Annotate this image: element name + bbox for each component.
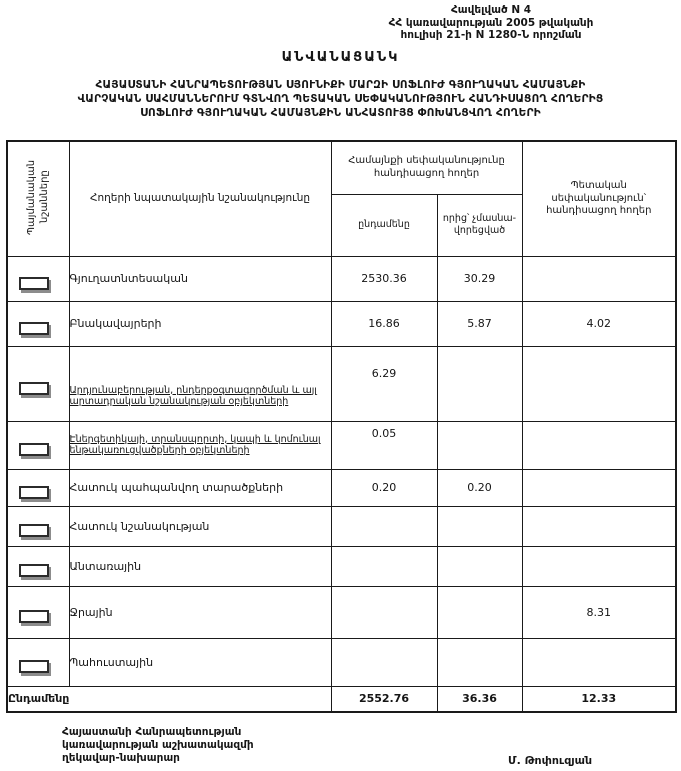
header-state-lands: Պետական սեփականություն՝ հանդիսացող հողեր bbox=[522, 141, 676, 256]
cell-state bbox=[522, 421, 676, 469]
cell-not-privatized bbox=[437, 638, 522, 686]
cell-symbol bbox=[7, 586, 69, 638]
document-title: ԱՆՎԱՆԱՑԱՆԿ bbox=[281, 50, 400, 65]
cell-label: Բնակավայրերի bbox=[69, 301, 331, 346]
cell-not-privatized bbox=[437, 346, 522, 421]
table-row bbox=[7, 506, 676, 546]
symbol-box bbox=[19, 277, 49, 290]
header-land-purpose: Հողերի նպատակային նշանակությունը bbox=[69, 141, 331, 256]
symbol-box bbox=[19, 660, 49, 673]
cell-community-total bbox=[331, 506, 437, 546]
appendix-line-3: հուլիսի 21-ի N 1280-Ն որոշման bbox=[400, 29, 582, 41]
table-row bbox=[7, 586, 676, 638]
header-sub-total: ընդամենը bbox=[331, 194, 437, 256]
cell-community-total bbox=[331, 638, 437, 686]
cell-not-privatized bbox=[437, 586, 522, 638]
header-symbols bbox=[7, 141, 69, 256]
cell-state bbox=[522, 469, 676, 506]
cell-community-total bbox=[331, 546, 437, 586]
cell-not-privatized: 30.29 bbox=[437, 256, 522, 301]
cell-not-privatized bbox=[437, 421, 522, 469]
cell-label: Պահուստային bbox=[69, 638, 331, 686]
subtitle-line-2: ՎԱՐՉԱԿԱՆ ՍԱՀՄԱՆՆԵՐՈՒՄ ԳՏՆՎՈՂ ՊԵՏԱԿԱՆ ՍԵՓԱԿԱՆՈՒԹՅՈՒՆ ՀԱՆԴԻՍԱՑՈՂ ՀՈՂԵՐԻՑ bbox=[77, 93, 604, 105]
total-state: 12.33 bbox=[522, 686, 676, 712]
cell-community-total: 0.05 bbox=[331, 421, 437, 469]
cell-state bbox=[522, 256, 676, 301]
cell-not-privatized bbox=[437, 506, 522, 546]
cell-symbol bbox=[7, 421, 69, 469]
table-row bbox=[7, 421, 676, 469]
cell-label: Ջրային bbox=[69, 586, 331, 638]
cell-symbol bbox=[7, 301, 69, 346]
cell-state bbox=[522, 346, 676, 421]
cell-community-total bbox=[331, 586, 437, 638]
symbol-box bbox=[19, 322, 49, 335]
cell-state bbox=[522, 638, 676, 686]
cell-label: Էներգետիկայի, տրանսպորտի, կապի և կոմունալ ենթակառուցվածքների օբյեկտների bbox=[69, 421, 331, 469]
signatory-line-2: կառավարության աշխատակազմի bbox=[62, 739, 254, 751]
header-symbols-label: Պայմանական նշանները bbox=[26, 159, 51, 235]
table-row bbox=[7, 546, 676, 586]
cell-not-privatized bbox=[437, 546, 522, 586]
table-row bbox=[7, 638, 676, 686]
appendix-block bbox=[350, 4, 632, 42]
cell-symbol bbox=[7, 638, 69, 686]
cell-community-total: 2530.36 bbox=[331, 256, 437, 301]
cell-symbol bbox=[7, 346, 69, 421]
cell-label: Հատուկ նշանակության bbox=[69, 506, 331, 546]
land-transfer-table bbox=[6, 140, 677, 713]
cell-state bbox=[522, 546, 676, 586]
symbol-box bbox=[19, 486, 49, 499]
cell-label: Հատուկ պահպանվող տարածքների bbox=[69, 469, 331, 506]
appendix-line-1: Հավելված N 4 bbox=[450, 4, 532, 16]
cell-not-privatized: 0.20 bbox=[437, 469, 522, 506]
table-row bbox=[7, 346, 676, 421]
signatory-name: Մ. Թոփուզյան bbox=[508, 754, 593, 767]
cell-community-total: 0.20 bbox=[331, 469, 437, 506]
header-community-lands-group: Համայնքի սեփականությունը հանդիսացող հողեր bbox=[331, 141, 522, 194]
symbol-box bbox=[19, 610, 49, 623]
cell-symbol bbox=[7, 546, 69, 586]
subtitle-line-1: ՀԱՅԱՍՏԱՆԻ ՀԱՆՐԱՊԵՏՈՒԹՅԱՆ ՍՅՈՒՆԻՔԻ ՄԱՐԶԻ ՍՈՖԼՈՒԺ ԳՅՈՒՂԱԿԱՆ ՀԱՄԱՅՆՔԻ bbox=[95, 79, 586, 91]
table-row bbox=[7, 469, 676, 506]
cell-community-total: 6.29 bbox=[331, 346, 437, 421]
cell-state: 8.31 bbox=[522, 586, 676, 638]
symbol-box bbox=[19, 524, 49, 537]
cell-community-total: 16.86 bbox=[331, 301, 437, 346]
total-community: 2552.76 bbox=[331, 686, 437, 712]
signatory-line-1: Հայաստանի Հանրապետության bbox=[62, 726, 242, 738]
subtitle-line-3: ՍՈՖԼՈՒԺ ԳՅՈՒՂԱԿԱՆ ՀԱՄԱՅՆՔԻՆ ԱՆՀԱՏՈՒՅՑ ՓՈԽԱՆՑՎՈՂ ՀՈՂԵՐԻ bbox=[140, 107, 541, 119]
document-subtitle bbox=[0, 78, 681, 120]
signatory-line-3: ղեկավար-նախարար bbox=[62, 752, 180, 764]
appendix-line-2: ՀՀ կառավարության 2005 թվականի bbox=[388, 16, 594, 29]
symbol-box bbox=[19, 564, 49, 577]
symbol-box bbox=[19, 443, 49, 456]
cell-state: 4.02 bbox=[522, 301, 676, 346]
total-not-privatized: 36.36 bbox=[437, 686, 522, 712]
header-sub-not-privatized: որից՝ չմասնա-վորեցված bbox=[437, 194, 522, 256]
symbol-box bbox=[19, 382, 49, 395]
cell-label: Արդյունաբերության, ընդերքօգտագործման և այլ արտադրական նշանակության օբյեկտների bbox=[69, 346, 331, 421]
cell-symbol bbox=[7, 506, 69, 546]
cell-label: Անտառային bbox=[69, 546, 331, 586]
cell-not-privatized: 5.87 bbox=[437, 301, 522, 346]
cell-symbol bbox=[7, 469, 69, 506]
cell-symbol bbox=[7, 256, 69, 301]
table-total-row bbox=[7, 686, 676, 712]
table-row bbox=[7, 301, 676, 346]
header-row-1 bbox=[7, 141, 676, 194]
total-label: Ընդամենը bbox=[7, 686, 331, 712]
table-row bbox=[7, 256, 676, 301]
cell-label: Գյուղատնտեսական bbox=[69, 256, 331, 301]
signatory-title-block bbox=[62, 726, 254, 765]
cell-state bbox=[522, 506, 676, 546]
